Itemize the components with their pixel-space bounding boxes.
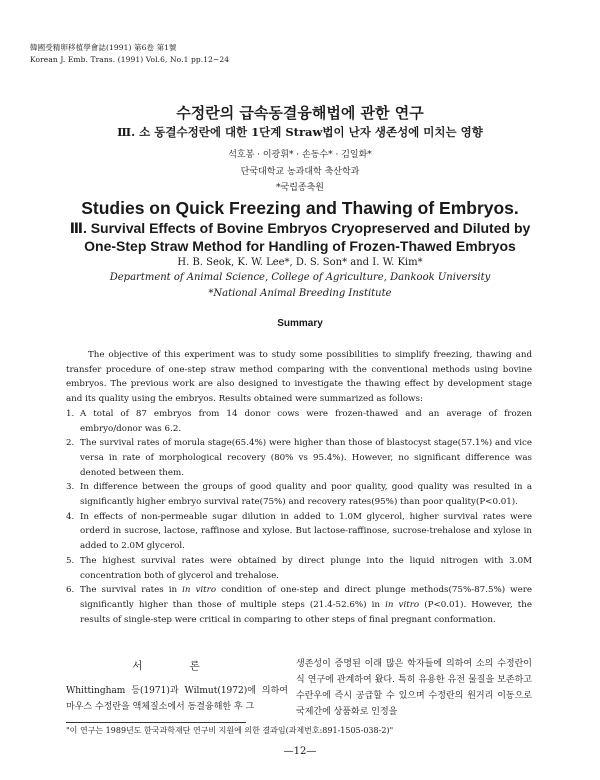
intro-heading: 서 론 (132, 660, 222, 672)
intro-right-column: 생존성이 증명된 이래 많은 학자들에 의하여 소의 수정란이식 연구에 관계하여 왔다. 특히 유용한 유전 물질을 보존하고 수란우에 즉시 공급할 수 있으며 수정란의 원거리 이동으로 국제간에 상품화로 인정을 (296, 659, 532, 717)
italic-in-vitro: in vitro (182, 585, 217, 596)
korean-affiliation: 단국대학교 농과대학 축산학과 (240, 167, 360, 177)
korean-title: 수정란의 급속동결융해법에 관한 연구 (176, 104, 424, 122)
korean-authors: 석호봉 · 이광휘* · 손동수* · 김일화* (228, 150, 372, 160)
english-subtitle-line-2: One-Step Straw Method for Handling of Frozen-Thawed Embryos (84, 238, 516, 254)
english-authors: H. B. Seok, K. W. Lee*, D. S. Son* and I. W. Kim* (177, 257, 423, 268)
summary-item-number: 1. (66, 408, 75, 419)
summary-body (66, 348, 532, 627)
intro-left-column (66, 658, 288, 715)
intro-left-text: Whittingham 등(1971)과 Wilmut(1972)에 의하여 마우스 수정란을 액체질소에서 동결융해한 후 그 (66, 686, 288, 712)
summary-intro: The objective of this experiment was to study some possibilities to simplify freezing, thawing and transfer procedure of one-step straw method comparing with the conventional methods using bovine embryos. The previous work are also designed to investigate the thawing effect by development stage and its quality using the embryos. Results obtained were summarized as follows: (66, 350, 532, 405)
journal-line-korean: 韓國受精卵移植學會誌(1991) 第6卷 第1號 (30, 43, 177, 52)
summary-item (66, 554, 532, 583)
english-department: Department of Animal Science, College of Agriculture, Dankook University (109, 272, 491, 283)
summary-item-text: In effects of non-permeable sugar dilution in added to 1.0M glycerol, higher survival rates were orderd in sucrose, lactose, raffinose and xylose. But lactose-raffinose, sucrose-trehalose and xylose in added to 2.0M glycerol. (80, 511, 532, 552)
summary-item-text-a: The survival rates in (80, 585, 183, 596)
page-number: —12— (283, 746, 317, 757)
summary-item-text: The survival rates of morula stage(65.4%) were higher than those of blastocyst stage(57.1%) and vice versa in rate of morphological recovery (80% vs 95.4%). However, no significant difference was denoted between them. (80, 438, 532, 478)
summary-item-number: 5. (66, 555, 75, 566)
summary-item (66, 583, 532, 627)
summary-item-text: A total of 87 embryos from 14 donor cows were frozen-thawed and an average of frozen embryo/donor was 6.2. (80, 408, 532, 434)
korean-subtitle: Ⅲ. 소 동결수정란에 대한 1단계 Straw법이 난자 생존성에 미치는 영향 (117, 125, 483, 139)
summary-item-text: In difference between the groups of good quality and poor quality, good quality was resulted in a significantly higher embryo survival rate(75%) and recovery rates(95%) than poor quality(P<0.01). (80, 482, 532, 508)
summary-item (66, 436, 532, 480)
english-title: Studies on Quick Freezing and Thawing of Embryos. (81, 198, 519, 218)
journal-header (30, 42, 229, 66)
summary-list (66, 407, 532, 628)
italic-in-vitro: in vitro (385, 599, 420, 610)
summary-item-number: 3. (66, 482, 75, 493)
english-subtitle-line-1: Ⅲ. Survival Effects of Bovine Embryos Cryopreserved and Diluted by (69, 220, 531, 236)
summary-item (66, 480, 532, 509)
summary-item-number: 4. (66, 511, 75, 522)
footnote-rule (66, 722, 246, 723)
summary-item-number: 2. (66, 438, 75, 449)
english-institute: *National Animal Breeding Institute (208, 288, 392, 299)
footnote: "이 연구는 1989년도 한국과학재단 연구비 지원에 의한 결과임(과제번호:891-1505-038-2)" (66, 726, 394, 735)
journal-line-english: Korean J. Emb. Trans. (1991) Vol.6, No.1 pp.12~24 (30, 55, 230, 64)
summary-heading: Summary (277, 318, 323, 329)
summary-item-text-c: (P<0.01). However, the results of single-step were critical in comparing to other steps of final pregnant conformation. (80, 599, 533, 625)
summary-item-text: The highest survival rates were obtained by direct plunge into the liquid nitrogen with 3.0M concentration both of glycerol and trehalose. (80, 555, 532, 581)
summary-item (66, 510, 532, 554)
korean-affiliation-2: *국립종축원 (276, 183, 324, 193)
summary-item-text-b: condition of one-step and direct plunge methods(75%-87.5%) were significantly higher than those of multiple steps (21.4-52.6%) in (80, 585, 532, 610)
summary-item-number: 6. (66, 585, 75, 596)
summary-item (66, 407, 532, 436)
